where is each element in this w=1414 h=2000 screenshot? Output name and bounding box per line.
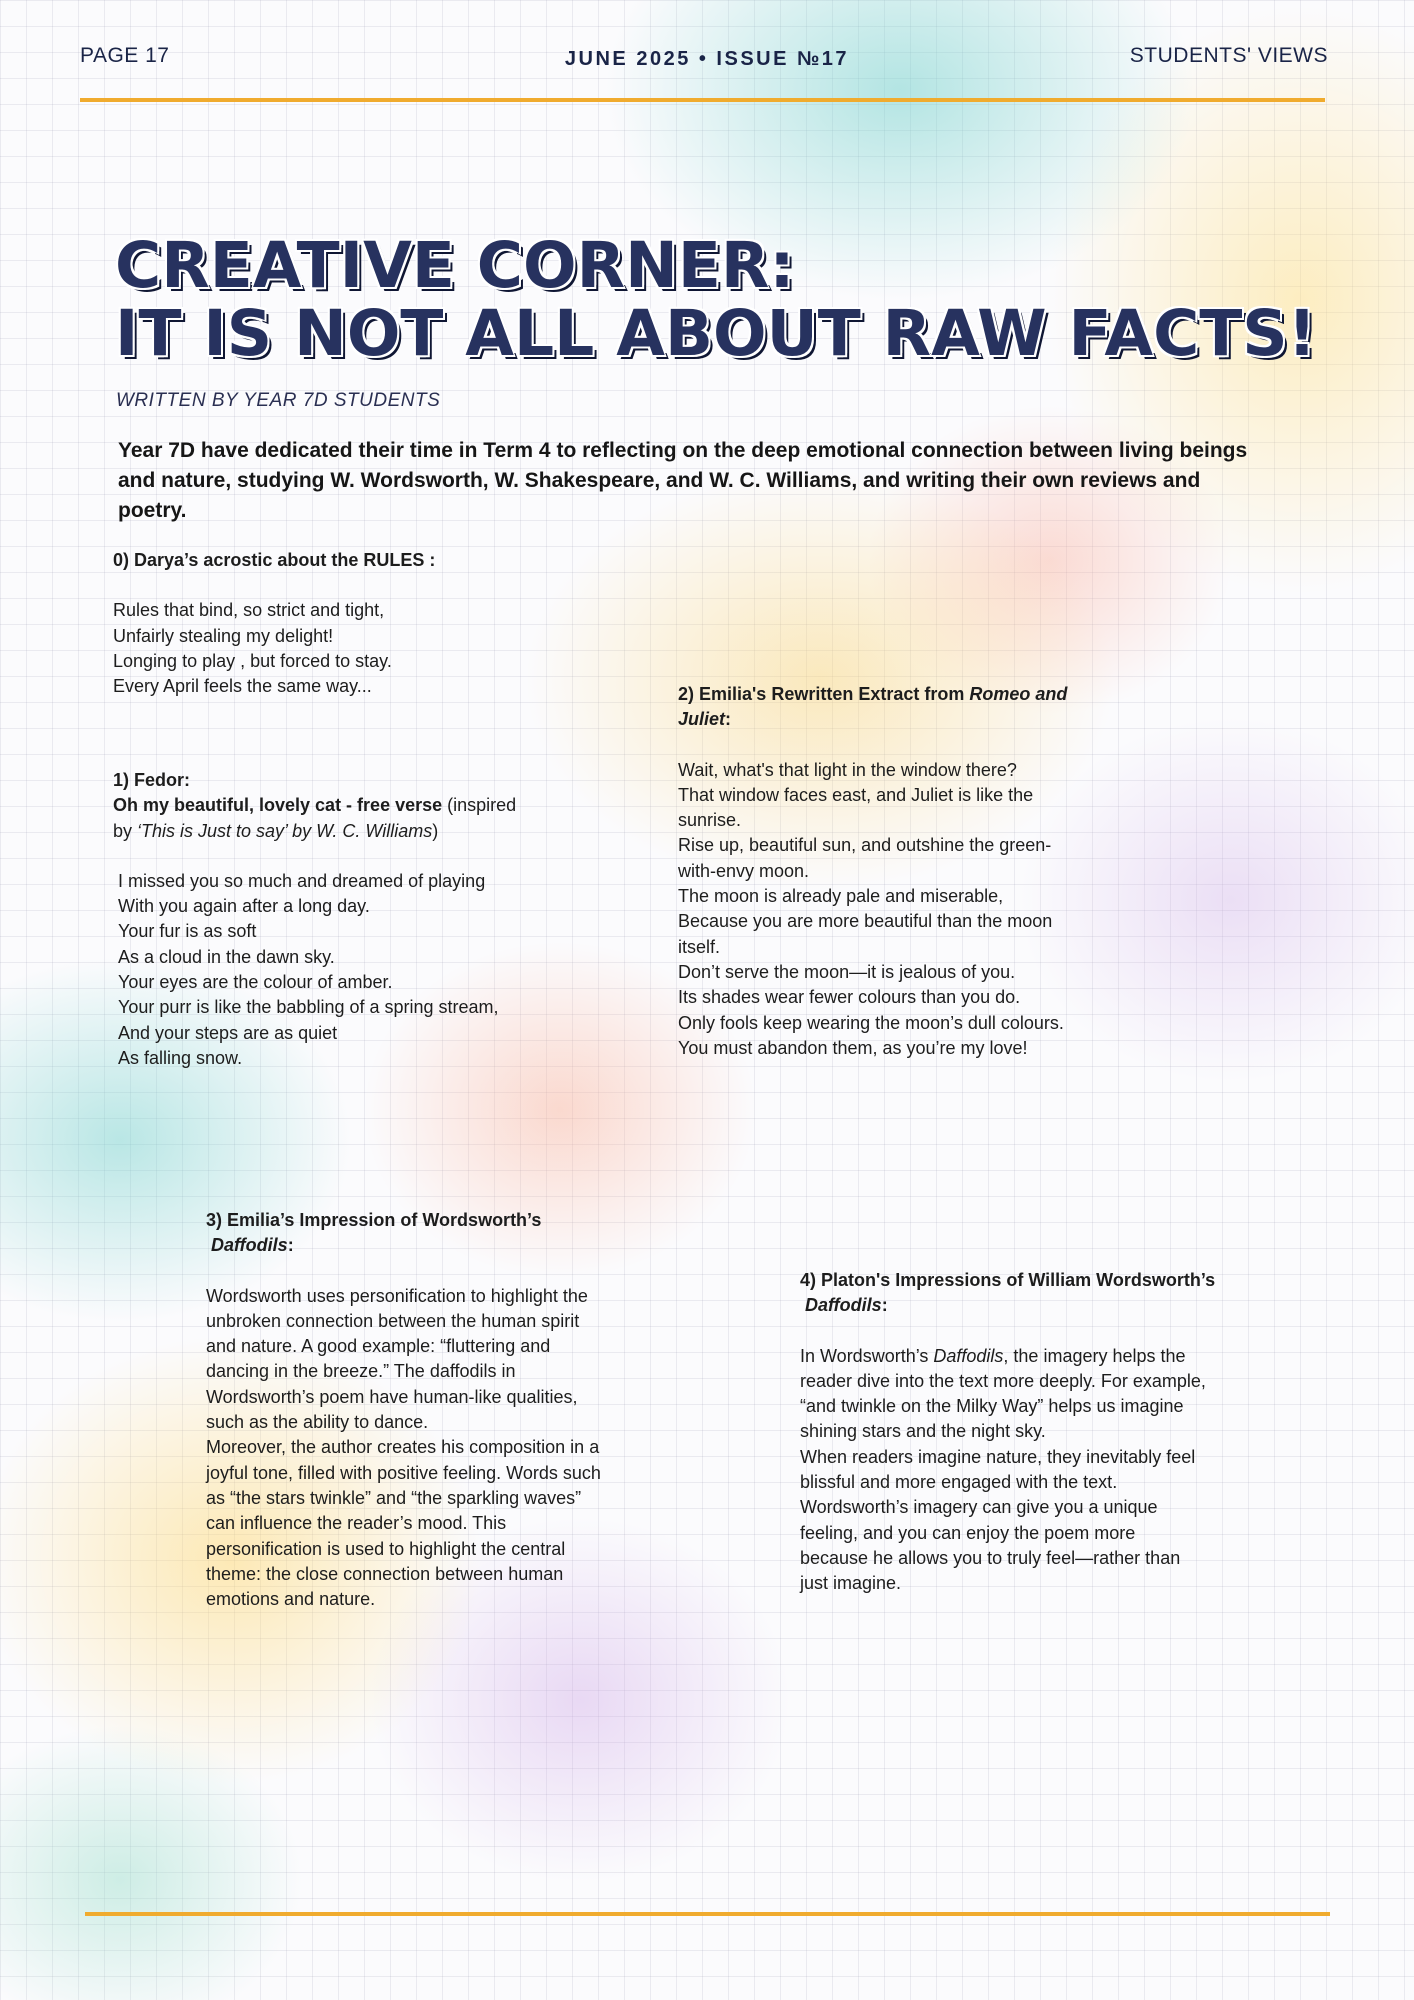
poem-line: You must abandon them, as you’re my love! bbox=[678, 1037, 1028, 1058]
poem-line: The moon is already pale and miserable, bbox=[678, 886, 1004, 907]
body-line: shining stars and the night sky. bbox=[800, 1421, 1046, 1442]
poem-line: Every April feels the same way... bbox=[113, 676, 372, 697]
body-line: reader dive into the text more deeply. For example, bbox=[800, 1370, 1206, 1391]
body-line: can influence the reader’s mood. This bbox=[206, 1513, 507, 1534]
poem-title: Oh my beautiful, lovely cat - free verse bbox=[113, 795, 443, 816]
piece-subtitle bbox=[113, 793, 653, 818]
body-line: joyful tone, filled with positive feeling. Words such bbox=[206, 1462, 601, 1483]
poem-line: That window faces east, and Juliet is like the bbox=[678, 784, 1034, 805]
inspired-source: ‘This is Just to say’ by W. C. Williams bbox=[137, 820, 433, 841]
bottom-divider bbox=[85, 1912, 1330, 1916]
poem-line: itself. bbox=[678, 936, 721, 957]
piece-heading-cont bbox=[800, 1293, 1320, 1318]
poem-line: Its shades wear fewer colours than you do. bbox=[678, 987, 1021, 1008]
poem-line: As a cloud in the dawn sky. bbox=[118, 946, 335, 967]
piece-heading-cont bbox=[678, 707, 1178, 732]
top-divider bbox=[80, 98, 1325, 102]
title-line-1: CREATIVE CORNER: bbox=[115, 229, 795, 302]
body-line: just imagine. bbox=[800, 1573, 902, 1594]
inspired-close: ) bbox=[432, 820, 439, 841]
body-line: because he allows you to truly feel—rather than bbox=[800, 1547, 1181, 1568]
poem-line: Your purr is like the babbling of a spring stream, bbox=[118, 997, 499, 1018]
article-title bbox=[115, 229, 1317, 370]
poem-line: with-envy moon. bbox=[678, 860, 810, 881]
piece-emilia-daffodils bbox=[206, 1208, 686, 1612]
heading-colon: : bbox=[725, 709, 732, 730]
body-line: Wordsworth’s poem have human-like qualities, bbox=[206, 1386, 578, 1407]
inspired-line bbox=[113, 819, 653, 844]
piece-heading: 1) Fedor: bbox=[113, 770, 191, 790]
body-line: Moreover, the author creates his composition in a bbox=[206, 1437, 600, 1458]
piece-heading bbox=[678, 682, 1178, 707]
work-title: Daffodils bbox=[933, 1345, 1004, 1366]
body-line: unbroken connection between the human spirit bbox=[206, 1310, 580, 1331]
poem-line: Because you are more beautiful than the moon bbox=[678, 911, 1053, 932]
piece-fedor bbox=[113, 768, 653, 1071]
poem-line: Only fools keep wearing the moon’s dull colours. bbox=[678, 1012, 1064, 1033]
body-line: personification is used to highlight the central bbox=[206, 1538, 566, 1559]
body-line bbox=[800, 1344, 1320, 1369]
work-title: Daffodils bbox=[805, 1295, 882, 1316]
poem-line: Your fur is as soft bbox=[118, 921, 257, 942]
body-line: theme: the close connection between human bbox=[206, 1563, 564, 1584]
body-line: blissful and more engaged with the text. bbox=[800, 1472, 1118, 1493]
heading-colon: : bbox=[287, 1235, 294, 1256]
body-line: as “the stars twinkle” and “the sparkling waves” bbox=[206, 1487, 582, 1508]
heading-colon: : bbox=[881, 1295, 888, 1316]
poem-line: sunrise. bbox=[678, 810, 742, 831]
byline: WRITTEN BY YEAR 7D STUDENTS bbox=[116, 390, 441, 411]
poem-line: Rise up, beautiful sun, and outshine the green- bbox=[678, 835, 1052, 856]
heading-text: 2) Emilia's Rewritten Extract from bbox=[678, 684, 970, 704]
issue-label: JUNE 2025 • ISSUE №17 bbox=[564, 48, 850, 70]
poem-line: And your steps are as quiet bbox=[118, 1022, 338, 1043]
intro-paragraph: Year 7D have dedicated their time in Term 4 to reflecting on the deep emotional connection between living beings and nature, studying W. Wordsworth, W. Shakespeare, and W. C. Williams, and writing their own reviews and poetry. bbox=[118, 439, 1248, 522]
poem-line: I missed you so much and dreamed of playing bbox=[118, 870, 486, 891]
work-title: Romeo and bbox=[969, 684, 1068, 704]
body-line: Wordsworth’s imagery can give you a unique bbox=[800, 1497, 1158, 1518]
poem-line: Rules that bind, so strict and tight, bbox=[113, 600, 385, 621]
poem-line: As falling snow. bbox=[118, 1047, 243, 1068]
title-line-2: IT IS NOT ALL ABOUT RAW FACTS! bbox=[115, 297, 1317, 370]
body-line: dancing in the breeze.” The daffodils in bbox=[206, 1361, 516, 1382]
work-title: Juliet bbox=[678, 709, 726, 730]
piece-heading: 3) Emilia’s Impression of Wordsworth’s bbox=[206, 1210, 542, 1230]
page-number: PAGE 17 bbox=[80, 44, 170, 67]
poem-line: Wait, what's that light in the window there? bbox=[678, 759, 1017, 780]
body-text: In Wordsworth’s bbox=[800, 1345, 934, 1366]
body-text: , the imagery helps the bbox=[1003, 1345, 1186, 1366]
body-line: feeling, and you can enjoy the poem more bbox=[800, 1522, 1136, 1543]
poem-line: Unfairly stealing my delight! bbox=[113, 625, 334, 646]
body-line: When readers imagine nature, they inevitably feel bbox=[800, 1446, 1196, 1467]
body-line: and nature. A good example: “fluttering and bbox=[206, 1336, 551, 1357]
body-line: such as the ability to dance. bbox=[206, 1412, 429, 1433]
inspired-by: by bbox=[113, 820, 138, 841]
section-label: STUDENTS' VIEWS bbox=[1129, 44, 1328, 67]
body-line: emotions and nature. bbox=[206, 1589, 376, 1610]
inspired-note: (inspired bbox=[442, 795, 517, 816]
poem-line: Your eyes are the colour of amber. bbox=[118, 972, 393, 993]
body-line: Wordsworth uses personification to highlight the bbox=[206, 1285, 588, 1306]
poem-line: Longing to play , but forced to stay. bbox=[113, 650, 392, 671]
piece-platon-daffodils bbox=[800, 1268, 1320, 1597]
piece-darya bbox=[113, 548, 653, 699]
piece-heading: 0) Darya’s acrostic about the RULES : bbox=[113, 550, 436, 570]
piece-heading-cont bbox=[206, 1233, 686, 1258]
piece-heading: 4) Platon's Impressions of William Wordsworth’s bbox=[800, 1270, 1216, 1290]
body-line: “and twinkle on the Milky Way” helps us imagine bbox=[800, 1396, 1184, 1417]
piece-emilia-romeo bbox=[678, 682, 1178, 1061]
poem-line: With you again after a long day. bbox=[118, 896, 370, 917]
work-title: Daffodils bbox=[211, 1235, 288, 1256]
poem-line: Don’t serve the moon—it is jealous of you. bbox=[678, 961, 1016, 982]
